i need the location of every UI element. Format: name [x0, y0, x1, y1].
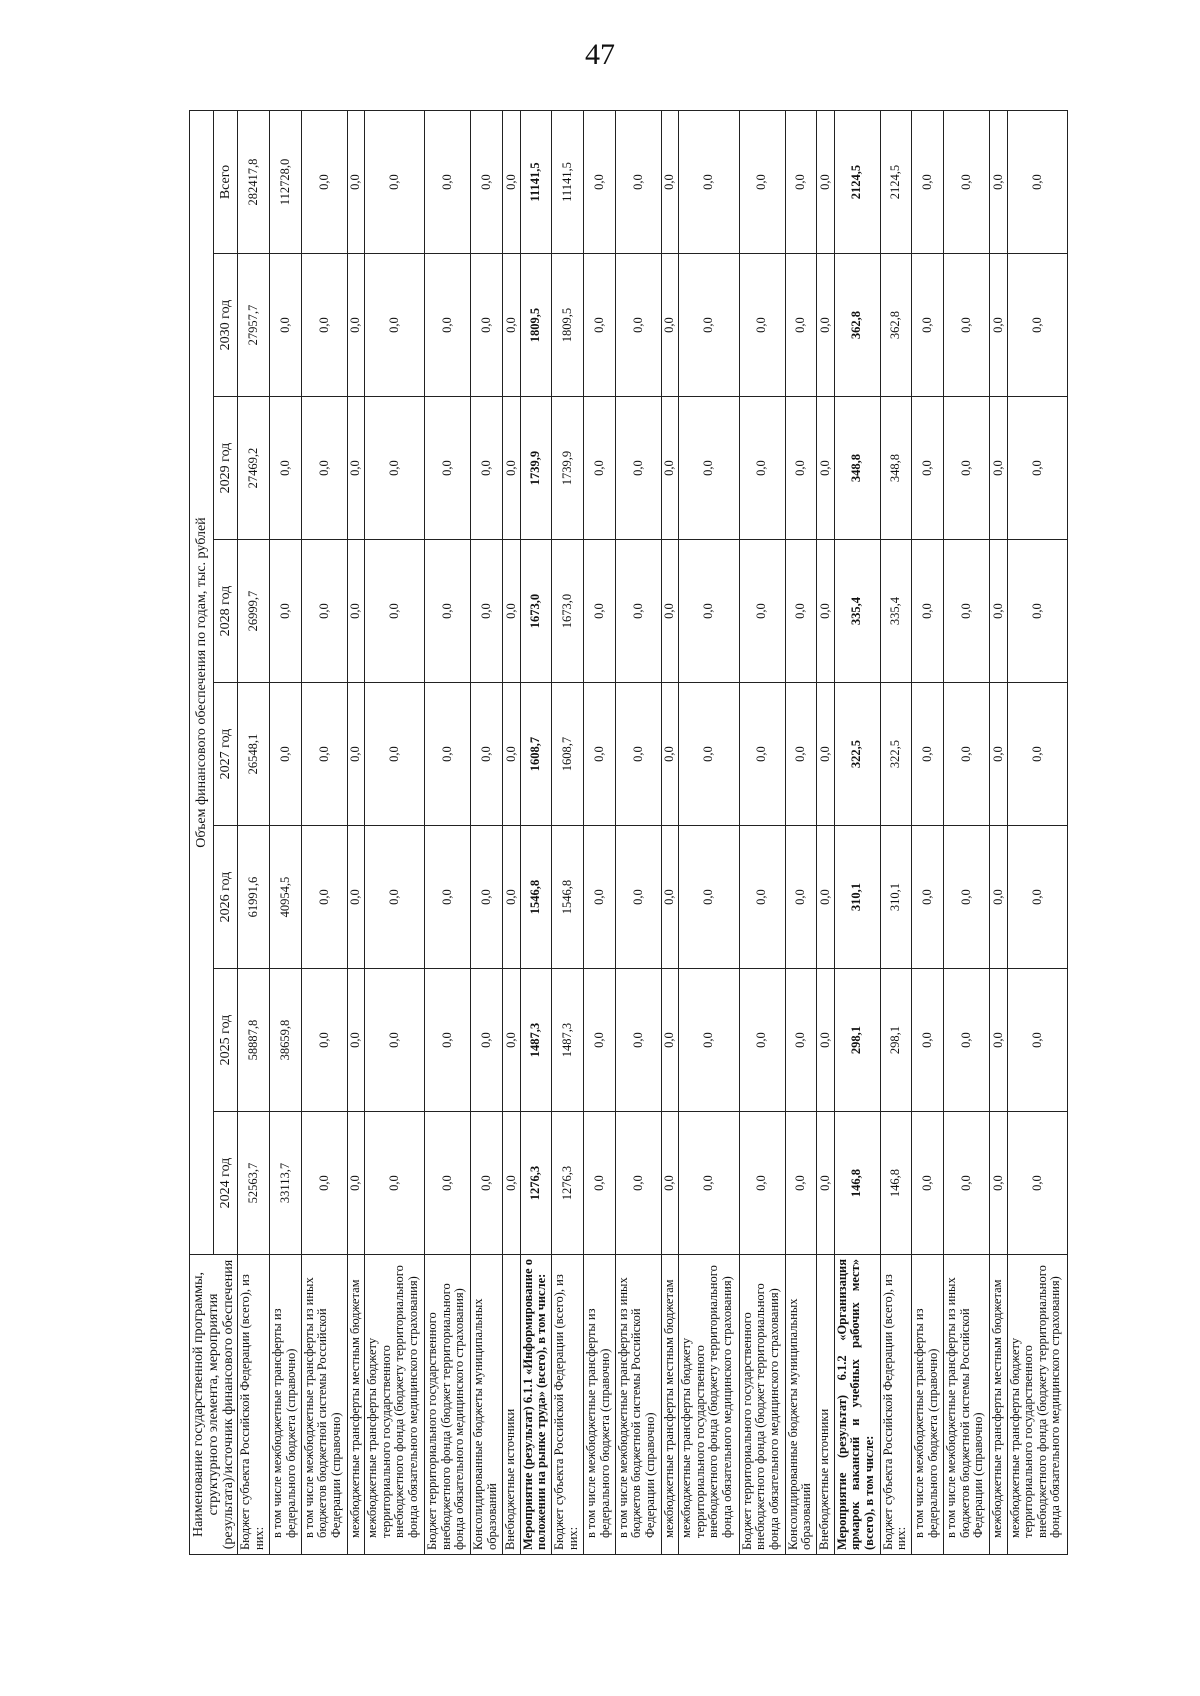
value-cell: 310,1 [834, 826, 880, 969]
table-row [1007, 111, 1068, 1555]
row-name: межбюджетные трансферты местным бюджетам [661, 1255, 678, 1555]
value-cell: 1546,8 [520, 826, 552, 969]
value-cell: 0,0 [817, 111, 834, 254]
value-cell: 0,0 [944, 397, 990, 540]
value-cell: 58887,8 [238, 969, 270, 1112]
year-header: 2025 год [214, 969, 238, 1112]
value-cell: 0,0 [912, 111, 944, 254]
value-cell: 0,0 [817, 826, 834, 969]
value-cell: 0,0 [785, 826, 817, 969]
value-cell: 0,0 [584, 969, 616, 1112]
value-cell: 0,0 [912, 254, 944, 397]
value-cell: 0,0 [301, 826, 347, 969]
table-row [471, 111, 503, 1555]
value-cell: 0,0 [503, 683, 520, 826]
value-cell: 0,0 [471, 969, 503, 1112]
table-row [503, 111, 520, 1555]
table-row [912, 111, 944, 1555]
table-row [584, 111, 616, 1555]
value-cell: 322,5 [834, 683, 880, 826]
value-cell: 0,0 [615, 254, 661, 397]
value-cell: 27469,2 [238, 397, 270, 540]
value-cell: 0,0 [365, 683, 425, 826]
row-name: межбюджетные трансферты бюджету территориального государственного внебюджетного фонда (бюджету территориального фонда обязательного медицинского страхования) [1007, 1255, 1068, 1555]
value-cell: 0,0 [817, 1112, 834, 1255]
table-row [661, 111, 678, 1555]
row-name: межбюджетные трансферты бюджету территориального государственного внебюджетного фонда (бюджету территориального фонда обязательного медицинского страхования) [365, 1255, 425, 1555]
value-cell: 0,0 [425, 969, 471, 1112]
value-cell: 0,0 [503, 826, 520, 969]
value-cell: 0,0 [615, 1112, 661, 1255]
value-cell: 1673,0 [552, 540, 584, 683]
value-cell: 52563,7 [238, 1112, 270, 1255]
value-cell: 0,0 [503, 540, 520, 683]
row-name: межбюджетные трансферты бюджету территориального государственного внебюджетного фонда (бюджету территориального фонда обязательного медицинского страхования) [679, 1255, 739, 1555]
value-cell: 27957,7 [238, 254, 270, 397]
value-cell: 0,0 [503, 1112, 520, 1255]
value-cell: 0,0 [739, 969, 785, 1112]
year-header: 2030 год [214, 254, 238, 397]
value-cell: 0,0 [615, 540, 661, 683]
row-name: в том числе межбюджетные трансферты из федерального бюджета (справочно) [584, 1255, 616, 1555]
value-cell: 33113,7 [270, 1112, 302, 1255]
value-cell: 26999,7 [238, 540, 270, 683]
value-cell: 0,0 [425, 397, 471, 540]
value-cell: 26548,1 [238, 683, 270, 826]
value-cell: 0,0 [615, 969, 661, 1112]
value-cell: 1276,3 [520, 1112, 552, 1255]
value-cell: 0,0 [615, 397, 661, 540]
value-cell: 0,0 [270, 683, 302, 826]
value-cell: 0,0 [990, 1112, 1007, 1255]
value-cell: 0,0 [661, 540, 678, 683]
table-body [238, 111, 1068, 1555]
value-cell: 0,0 [944, 540, 990, 683]
value-cell: 335,4 [880, 540, 912, 683]
value-cell: 0,0 [944, 826, 990, 969]
value-cell: 0,0 [584, 540, 616, 683]
value-cell: 0,0 [944, 683, 990, 826]
value-cell: 0,0 [739, 254, 785, 397]
value-cell: 0,0 [1007, 969, 1068, 1112]
value-cell: 0,0 [425, 1112, 471, 1255]
value-cell: 0,0 [584, 111, 616, 254]
value-cell: 0,0 [1007, 397, 1068, 540]
year-header: 2029 год [214, 397, 238, 540]
value-cell: 0,0 [471, 683, 503, 826]
value-cell: 0,0 [661, 1112, 678, 1255]
rotated-table-container [189, 110, 1063, 1555]
table-row [270, 111, 302, 1555]
header-row-1 [190, 111, 214, 1555]
value-cell: 0,0 [347, 540, 364, 683]
value-cell: 0,0 [1007, 540, 1068, 683]
row-name: в том числе межбюджетные трансферты из иных бюджетов бюджетной системы Российской Федерации (справочно) [944, 1255, 990, 1555]
value-cell: 0,0 [785, 969, 817, 1112]
year-header: 2027 год [214, 683, 238, 826]
value-cell: 146,8 [834, 1112, 880, 1255]
row-name: Мероприятие (результат) 6.1.1 «Информирование о положении на рынке труда» (всего), в том числе: [520, 1255, 552, 1555]
year-header: Всего [214, 111, 238, 254]
value-cell: 0,0 [739, 683, 785, 826]
financing-table [189, 110, 1068, 1555]
value-cell: 0,0 [739, 1112, 785, 1255]
value-cell: 0,0 [739, 826, 785, 969]
value-cell: 2124,5 [880, 111, 912, 254]
row-name: Бюджет субъекта Российской Федерации (всего), из них: [238, 1255, 270, 1555]
row-name: Консолидированные бюджеты муниципальных образований [785, 1255, 817, 1555]
table-row [301, 111, 347, 1555]
value-cell: 0,0 [301, 969, 347, 1112]
value-cell: 0,0 [912, 683, 944, 826]
value-cell: 0,0 [347, 397, 364, 540]
value-cell: 0,0 [584, 397, 616, 540]
value-cell: 0,0 [365, 1112, 425, 1255]
value-cell: 0,0 [471, 254, 503, 397]
value-cell: 0,0 [990, 397, 1007, 540]
value-cell: 0,0 [425, 540, 471, 683]
value-cell: 0,0 [301, 397, 347, 540]
value-cell: 335,4 [834, 540, 880, 683]
value-cell: 0,0 [990, 969, 1007, 1112]
value-cell: 0,0 [785, 254, 817, 397]
row-name: в том числе межбюджетные трансферты из иных бюджетов бюджетной системы Российской Федерации (справочно) [615, 1255, 661, 1555]
row-name: межбюджетные трансферты местным бюджетам [990, 1255, 1007, 1555]
name-column-header: Наименование государственной программы, структурного элемента, мероприятия (результата)/источник финансового обеспечения [190, 1255, 238, 1555]
value-cell: 0,0 [471, 826, 503, 969]
value-cell: 322,5 [880, 683, 912, 826]
value-cell: 1487,3 [552, 969, 584, 1112]
value-cell: 0,0 [912, 397, 944, 540]
table-row [552, 111, 584, 1555]
value-cell: 0,0 [944, 969, 990, 1112]
value-cell: 0,0 [615, 826, 661, 969]
value-cell: 0,0 [301, 254, 347, 397]
value-cell: 0,0 [347, 683, 364, 826]
value-cell: 0,0 [817, 397, 834, 540]
row-name: в том числе межбюджетные трансферты из федерального бюджета (справочно) [270, 1255, 302, 1555]
value-cell: 362,8 [880, 254, 912, 397]
value-cell: 1739,9 [520, 397, 552, 540]
value-cell: 0,0 [1007, 254, 1068, 397]
value-cell: 0,0 [912, 969, 944, 1112]
value-cell: 0,0 [615, 683, 661, 826]
value-cell: 0,0 [679, 969, 739, 1112]
value-cell: 0,0 [1007, 1112, 1068, 1255]
value-cell: 0,0 [944, 111, 990, 254]
value-cell: 0,0 [584, 826, 616, 969]
value-cell: 1276,3 [552, 1112, 584, 1255]
table-row [425, 111, 471, 1555]
row-name: межбюджетные трансферты местным бюджетам [347, 1255, 364, 1555]
value-cell: 61991,6 [238, 826, 270, 969]
value-cell: 11141,5 [520, 111, 552, 254]
value-cell: 1673,0 [520, 540, 552, 683]
value-cell: 0,0 [425, 683, 471, 826]
value-cell: 0,0 [990, 826, 1007, 969]
table-row [990, 111, 1007, 1555]
value-cell: 0,0 [584, 254, 616, 397]
value-cell: 0,0 [365, 111, 425, 254]
value-cell: 0,0 [347, 254, 364, 397]
value-cell: 1487,3 [520, 969, 552, 1112]
value-cell: 0,0 [1007, 111, 1068, 254]
table-row [347, 111, 364, 1555]
value-cell: 0,0 [425, 111, 471, 254]
value-cell: 0,0 [584, 683, 616, 826]
value-cell: 0,0 [739, 111, 785, 254]
table-row [944, 111, 990, 1555]
value-cell: 0,0 [739, 397, 785, 540]
value-cell: 0,0 [471, 111, 503, 254]
value-cell: 0,0 [785, 111, 817, 254]
table-row [238, 111, 270, 1555]
table-row [739, 111, 785, 1555]
value-cell: 0,0 [365, 540, 425, 683]
value-cell: 0,0 [347, 111, 364, 254]
value-cell: 310,1 [880, 826, 912, 969]
table-row [365, 111, 425, 1555]
value-cell: 0,0 [944, 1112, 990, 1255]
value-cell: 38659,8 [270, 969, 302, 1112]
value-cell: 0,0 [301, 540, 347, 683]
value-cell: 1608,7 [520, 683, 552, 826]
table-row [785, 111, 817, 1555]
value-cell: 1546,8 [552, 826, 584, 969]
value-cell: 0,0 [365, 254, 425, 397]
table-row [615, 111, 661, 1555]
row-name: в том числе межбюджетные трансферты из федерального бюджета (справочно) [912, 1255, 944, 1555]
value-cell: 282417,8 [238, 111, 270, 254]
table-row [817, 111, 834, 1555]
value-cell: 0,0 [503, 254, 520, 397]
value-cell: 0,0 [661, 826, 678, 969]
value-cell: 40954,5 [270, 826, 302, 969]
row-name: Внебюджетные источники [503, 1255, 520, 1555]
value-cell: 0,0 [990, 254, 1007, 397]
value-cell: 0,0 [471, 1112, 503, 1255]
value-cell: 0,0 [425, 254, 471, 397]
row-name: Внебюджетные источники [817, 1255, 834, 1555]
value-cell: 1809,5 [520, 254, 552, 397]
row-name: в том числе межбюджетные трансферты из иных бюджетов бюджетной системы Российской Федерации (справочно) [301, 1255, 347, 1555]
value-cell: 348,8 [834, 397, 880, 540]
value-cell: 0,0 [679, 826, 739, 969]
year-header: 2024 год [214, 1112, 238, 1255]
value-cell: 0,0 [365, 826, 425, 969]
value-cell: 0,0 [584, 1112, 616, 1255]
value-cell: 0,0 [661, 397, 678, 540]
value-cell: 0,0 [1007, 826, 1068, 969]
page-number: 47 [585, 38, 615, 71]
value-cell: 0,0 [270, 397, 302, 540]
value-cell: 0,0 [661, 969, 678, 1112]
value-cell: 146,8 [880, 1112, 912, 1255]
row-name: Консолидированные бюджеты муниципальных образований [471, 1255, 503, 1555]
value-cell: 0,0 [471, 397, 503, 540]
value-cell: 0,0 [347, 826, 364, 969]
value-cell: 0,0 [990, 683, 1007, 826]
value-cell: 0,0 [425, 826, 471, 969]
value-cell: 0,0 [661, 683, 678, 826]
value-cell: 362,8 [834, 254, 880, 397]
row-name: Бюджет территориального государственного внебюджетного фонда (бюджет территориального фонда обязательного медицинского страхования) [739, 1255, 785, 1555]
value-cell: 112728,0 [270, 111, 302, 254]
value-cell: 0,0 [739, 540, 785, 683]
value-cell: 0,0 [679, 540, 739, 683]
value-cell: 298,1 [880, 969, 912, 1112]
value-cell: 0,0 [679, 683, 739, 826]
value-cell: 1739,9 [552, 397, 584, 540]
value-cell: 0,0 [347, 969, 364, 1112]
value-cell: 0,0 [301, 683, 347, 826]
value-cell: 0,0 [817, 540, 834, 683]
row-name: Бюджет территориального государственного внебюджетного фонда (бюджет территориального фонда обязательного медицинского страхования) [425, 1255, 471, 1555]
value-cell: 0,0 [679, 397, 739, 540]
year-header: 2026 год [214, 826, 238, 969]
value-cell: 0,0 [1007, 683, 1068, 826]
table-row [679, 111, 739, 1555]
value-cell: 0,0 [817, 254, 834, 397]
value-cell: 0,0 [679, 111, 739, 254]
volume-header: Объем финансового обеспечения по годам, тыс. рублей [190, 111, 214, 1255]
value-cell: 11141,5 [552, 111, 584, 254]
value-cell: 0,0 [785, 683, 817, 826]
value-cell: 0,0 [270, 254, 302, 397]
value-cell: 0,0 [679, 254, 739, 397]
value-cell: 0,0 [679, 1112, 739, 1255]
value-cell: 348,8 [880, 397, 912, 540]
value-cell: 0,0 [817, 969, 834, 1112]
value-cell: 0,0 [990, 540, 1007, 683]
row-name: Бюджет субъекта Российской Федерации (всего), из них: [880, 1255, 912, 1555]
row-name: Мероприятие (результат) 6.1.2 «Организация ярмарок вакансий и учебных рабочих мест» (всего), в том числе: [834, 1255, 880, 1555]
value-cell: 0,0 [785, 1112, 817, 1255]
value-cell: 0,0 [503, 111, 520, 254]
value-cell: 0,0 [301, 1112, 347, 1255]
value-cell: 0,0 [503, 969, 520, 1112]
value-cell: 0,0 [503, 397, 520, 540]
value-cell: 1809,5 [552, 254, 584, 397]
value-cell: 0,0 [785, 540, 817, 683]
value-cell: 0,0 [661, 254, 678, 397]
table-row [520, 111, 552, 1555]
value-cell: 0,0 [817, 683, 834, 826]
value-cell: 0,0 [661, 111, 678, 254]
table-row [834, 111, 880, 1555]
value-cell: 0,0 [912, 826, 944, 969]
value-cell: 0,0 [270, 540, 302, 683]
value-cell: 0,0 [615, 111, 661, 254]
year-header: 2028 год [214, 540, 238, 683]
value-cell: 0,0 [990, 111, 1007, 254]
row-name: Бюджет субъекта Российской Федерации (всего), из них: [552, 1255, 584, 1555]
value-cell: 0,0 [785, 397, 817, 540]
value-cell: 0,0 [912, 540, 944, 683]
value-cell: 0,0 [944, 254, 990, 397]
value-cell: 2124,5 [834, 111, 880, 254]
value-cell: 0,0 [365, 397, 425, 540]
table-row [880, 111, 912, 1555]
value-cell: 0,0 [912, 1112, 944, 1255]
value-cell: 0,0 [365, 969, 425, 1112]
value-cell: 298,1 [834, 969, 880, 1112]
value-cell: 0,0 [347, 1112, 364, 1255]
value-cell: 1608,7 [552, 683, 584, 826]
value-cell: 0,0 [301, 111, 347, 254]
value-cell: 0,0 [471, 540, 503, 683]
